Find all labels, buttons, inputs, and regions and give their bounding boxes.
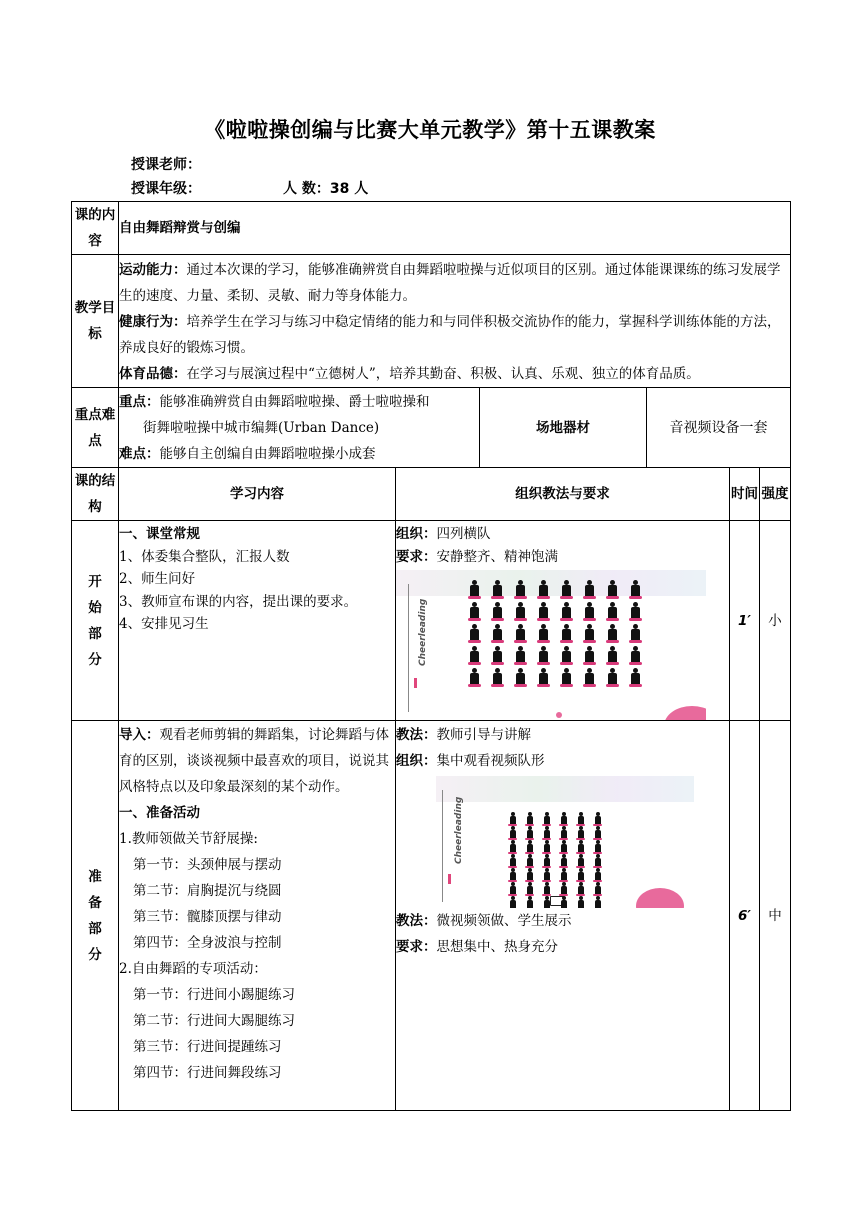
dancer-figure — [506, 854, 519, 868]
dancer-figure — [579, 646, 599, 668]
dancer-figure — [625, 602, 645, 624]
dancer-figure — [574, 868, 587, 882]
cheerleading-watermark: Cheerleading — [418, 598, 428, 666]
dancer-figure — [591, 868, 604, 882]
student-count: 人 数：38 人 — [283, 181, 369, 197]
dancer-figure — [625, 624, 645, 646]
dancer-figure — [506, 826, 519, 840]
dancer-figure — [579, 580, 599, 602]
prep-time: 6′ — [730, 721, 760, 1111]
dancer-figure — [487, 668, 507, 690]
prep-item: 第三节：髋膝顶摆与律动 — [133, 909, 282, 925]
prep-content — [119, 721, 396, 1111]
prep-method-1: 教法：教师引导与讲解 — [396, 727, 531, 743]
figure-banner — [436, 776, 694, 802]
prep-item: 第一节：行进间小踢腿练习 — [133, 987, 295, 1003]
dancer-figure — [523, 868, 536, 882]
start-intensity: 小 — [760, 521, 791, 721]
dancer-figure — [533, 646, 553, 668]
dancer-figure — [523, 826, 536, 840]
start-line: 4、安排见习生 — [119, 616, 209, 632]
dancer-figure — [523, 854, 536, 868]
start-line: 2、师生问好 — [119, 571, 196, 587]
dancer-figure — [540, 840, 553, 854]
start-method — [396, 521, 730, 721]
dancer-figure — [510, 624, 530, 646]
dancer-figure — [540, 868, 553, 882]
dancer-figure — [591, 812, 604, 826]
prep-method-3: 教法：微视频领做、学生展示 — [396, 913, 572, 929]
dancer-figure — [574, 854, 587, 868]
dancer-figure — [591, 840, 604, 854]
page-title: 《啦啦操创编与比赛大单元教学》第十五课教案 — [204, 118, 656, 142]
dancer-figure — [533, 668, 553, 690]
dancer-figure — [510, 646, 530, 668]
dancer-figure — [464, 668, 484, 690]
prep-sub2: 2.自由舞蹈的专项活动： — [119, 961, 267, 977]
dancer-figure — [557, 812, 570, 826]
key-point: 重点：能够准确辨赏自由舞蹈啦啦操、爵士啦啦操和 — [119, 393, 430, 410]
dancer-figure — [510, 668, 530, 690]
prep-method-4: 要求：思想集中、热身充分 — [396, 939, 558, 955]
dancer-figure — [625, 646, 645, 668]
dancer-figure — [591, 826, 604, 840]
dancer-figure — [556, 668, 576, 690]
dancer-figure — [523, 882, 536, 896]
dancer-figure — [464, 602, 484, 624]
pink-star — [556, 712, 562, 718]
difficulty-point: 难点：能够自主创编自由舞蹈啦啦操小成套 — [119, 445, 376, 462]
prep-item: 第一节：头颈伸展与摆动 — [133, 857, 282, 873]
dancer-figure — [506, 896, 519, 908]
dancer-figure — [579, 624, 599, 646]
dancer-figure — [574, 882, 587, 896]
key-content — [119, 388, 480, 468]
dancer-figure — [533, 624, 553, 646]
dancer-figure — [557, 840, 570, 854]
content-row — [72, 202, 791, 255]
dancer-figure — [602, 624, 622, 646]
teacher-label: 授课老师： — [131, 157, 201, 173]
dancer-figure — [510, 580, 530, 602]
prep-item: 第四节：全身波浪与控制 — [133, 935, 282, 951]
start-req: 要求：安静整齐、精神饱满 — [396, 548, 558, 565]
dancer-figure — [523, 812, 536, 826]
video-formation — [506, 812, 604, 908]
goals-content — [119, 255, 791, 388]
prep-method — [396, 721, 730, 1111]
start-time: 1′ — [730, 521, 760, 721]
prep-section-title: 一、准备活动 — [119, 805, 200, 821]
content-value: 自由舞蹈辩赏与创编 — [119, 202, 791, 255]
col-intensity-header: 强度 — [760, 468, 791, 521]
prep-section-row — [72, 721, 791, 1111]
start-section-row — [72, 521, 791, 721]
col-time-header: 时间 — [730, 468, 760, 521]
dancer-figure — [591, 896, 604, 908]
key-label: 重点难点 — [72, 388, 119, 468]
dancer-figure — [625, 668, 645, 690]
prep-intensity: 中 — [760, 721, 791, 1111]
dancer-figure — [574, 840, 587, 854]
structure-header-row — [72, 468, 791, 521]
start-line: 3、教师宣布课的内容，提出课的要求。 — [119, 593, 358, 610]
dancer-figure — [506, 868, 519, 882]
dancer-figure — [556, 580, 576, 602]
dancer-figure — [625, 580, 645, 602]
goals-label: 教学目标 — [72, 255, 119, 388]
start-line: 1、体委集合整队，汇报人数 — [119, 548, 290, 565]
prep-method-2: 组织：集中观看视频队形 — [396, 753, 545, 769]
prep-sub1: 1.教师领做关节舒展操: — [119, 831, 258, 847]
formation-figure-2 — [436, 776, 694, 908]
pink-decoration — [636, 888, 684, 908]
start-section-label: 开 始 部 分 — [72, 521, 119, 721]
dancer-figure — [557, 896, 570, 908]
dancer-figure — [540, 812, 553, 826]
dancer-figure — [506, 840, 519, 854]
goal-ethics: 体育品德：在学习与展演过程中“立德树人”，培养其勤奋、积极、认真、乐观、独立的体育品质。 — [119, 366, 700, 382]
dancer-figure — [556, 646, 576, 668]
start-content — [119, 521, 396, 721]
structure-label: 课的结构 — [72, 468, 119, 521]
dancer-figure — [540, 826, 553, 840]
formation-figure-1 — [396, 570, 706, 720]
dancer-figure — [487, 624, 507, 646]
dancer-figure — [533, 602, 553, 624]
key-point-cont: 街舞啦啦操中城市编舞(Urban Dance) — [143, 419, 380, 436]
dancer-figure — [506, 812, 519, 826]
dancer-figure — [574, 812, 587, 826]
dancer-figure — [487, 580, 507, 602]
dancer-figure — [591, 854, 604, 868]
dancer-figure — [557, 854, 570, 868]
prep-item: 第四节：行进间舞段练习 — [133, 1065, 282, 1081]
key-row — [72, 388, 791, 468]
venue-value: 音视频设备一套 — [647, 388, 791, 468]
dancer-figure — [579, 602, 599, 624]
dancer-figure — [579, 668, 599, 690]
dancer-figure — [556, 624, 576, 646]
col-content-header: 学习内容 — [119, 468, 396, 521]
dancer-figure — [464, 646, 484, 668]
dancer-figure — [506, 882, 519, 896]
dancer-figure — [540, 854, 553, 868]
dancer-figure — [540, 882, 553, 896]
dancer-figure — [602, 602, 622, 624]
content-label: 课的内容 — [72, 202, 119, 255]
pink-decoration — [664, 706, 706, 720]
prep-intro: 导入：观看老师剪辑的舞蹈集，讨论舞蹈与体育的区别，谈谈视频中最喜欢的项目，说说其风格特点以及印象最深刻的某个动作。 — [119, 727, 389, 795]
dancer-figure — [574, 826, 587, 840]
dancer-figure — [574, 896, 587, 908]
dancer-figure — [557, 826, 570, 840]
goal-health: 健康行为：培养学生在学习与练习中稳定情绪的能力和与同伴积极交流协作的能力，掌握科学训练体能的方法，养成良好的锻炼习惯。 — [119, 314, 781, 356]
dancer-figure — [487, 646, 507, 668]
lesson-plan-table — [71, 201, 791, 1111]
dancer-figure — [602, 668, 622, 690]
grade-line — [131, 178, 369, 198]
dancer-figure — [556, 602, 576, 624]
grade-label: 授课年级： — [131, 181, 201, 197]
prep-item: 第三节：行进间提踵练习 — [133, 1039, 282, 1055]
start-line: 一、课堂常规 — [119, 526, 200, 542]
goal-motor: 运动能力：通过本次课的学习，能够准确辨赏自由舞蹈啦啦操与近似项目的区别。通过体能课课练的练习发展学生的速度、力量、柔韧、灵敏、耐力等身体能力。 — [119, 262, 781, 304]
dancer-figure — [523, 896, 536, 908]
prep-item: 第二节：行进间大踢腿练习 — [133, 1013, 295, 1029]
goals-row — [72, 255, 791, 388]
dancer-figure — [557, 882, 570, 896]
four-row-formation — [464, 580, 645, 690]
cheerleading-watermark: Cheerleading — [454, 796, 464, 864]
dancer-figure — [591, 882, 604, 896]
dancer-figure — [487, 602, 507, 624]
dancer-figure — [602, 580, 622, 602]
dancer-figure — [602, 646, 622, 668]
dancer-figure — [523, 840, 536, 854]
dancer-figure — [540, 896, 553, 908]
prep-item: 第二节：肩胸提沉与绕圆 — [133, 883, 282, 899]
dancer-figure — [464, 624, 484, 646]
venue-label: 场地器材 — [480, 388, 647, 468]
dancer-figure — [464, 580, 484, 602]
start-org: 组织：四列横队 — [396, 526, 491, 542]
col-method-header: 组织教法与要求 — [396, 468, 730, 521]
dancer-figure — [510, 602, 530, 624]
dancer-figure — [533, 580, 553, 602]
dancer-figure — [557, 868, 570, 882]
prep-section-label: 准 备 部 分 — [72, 721, 119, 1111]
